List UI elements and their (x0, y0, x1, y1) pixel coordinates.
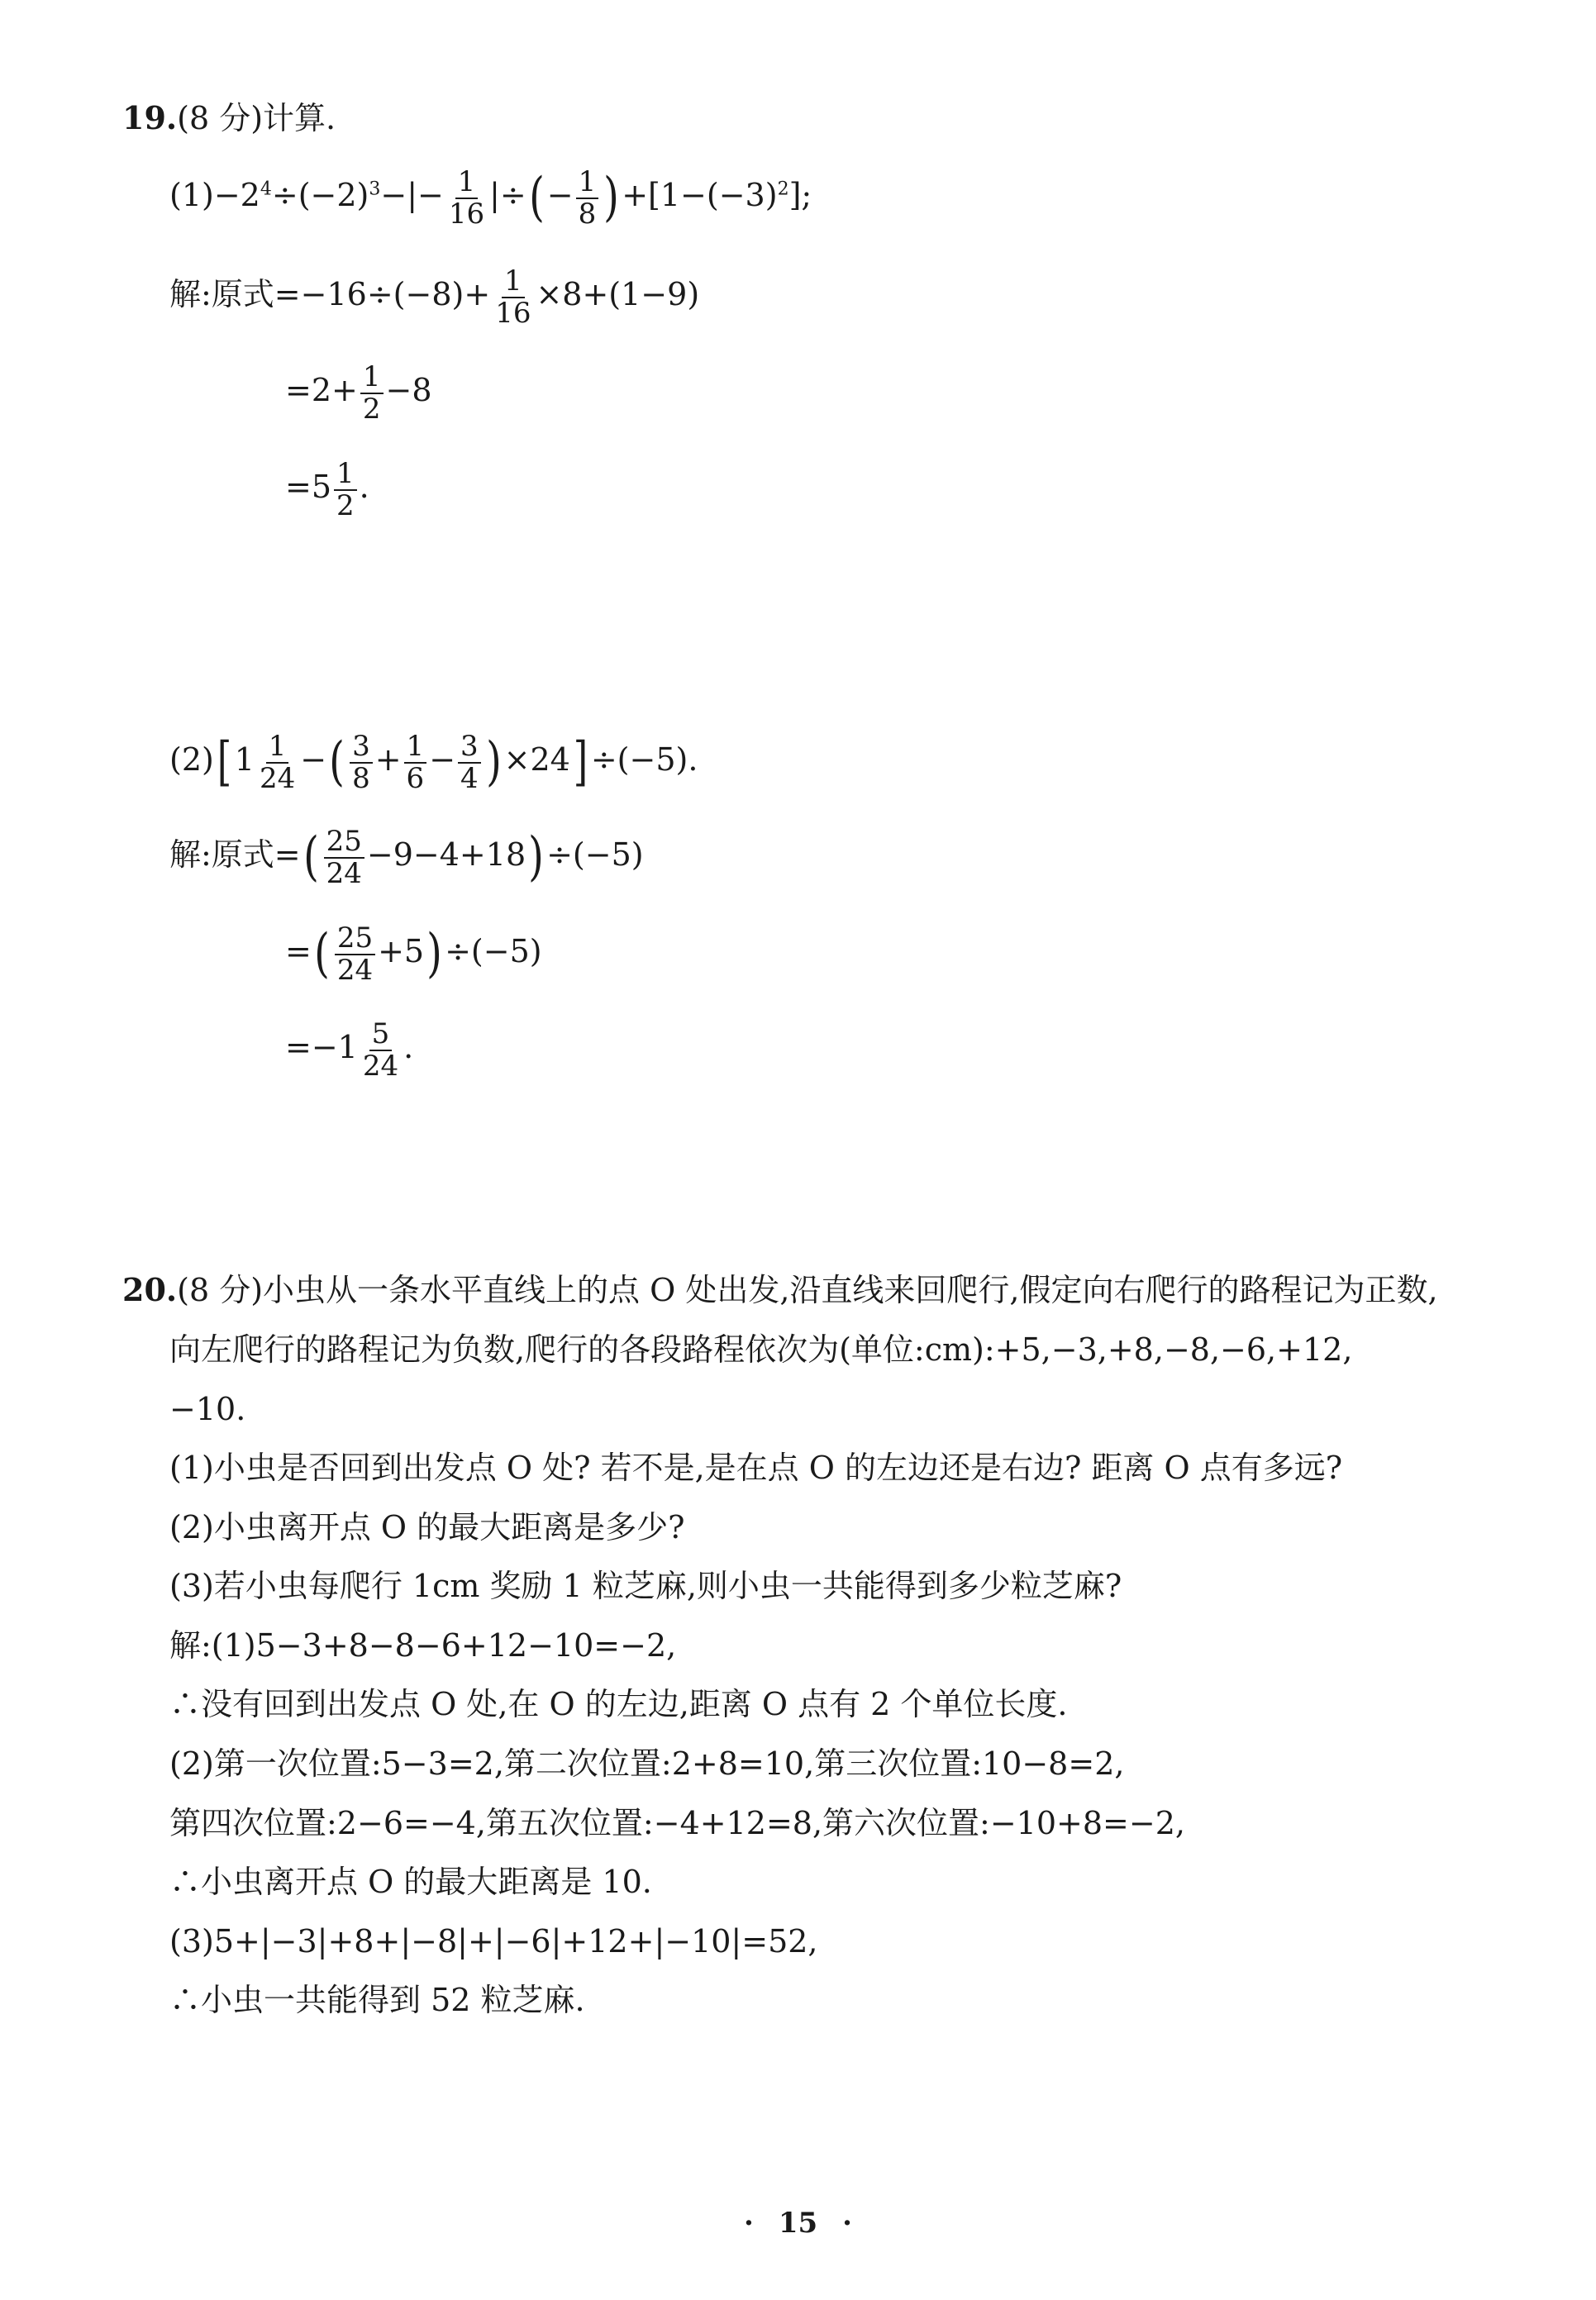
expr-text: ÷(−2) (271, 177, 369, 214)
expr-text: −|− (380, 177, 444, 214)
q20-number: 20. (122, 1271, 178, 1308)
q19-prompt: 计算. (263, 100, 336, 136)
fraction-denominator: 6 (406, 761, 425, 795)
fraction-numerator: 1 (404, 731, 427, 764)
q19-part1-step2 (285, 362, 432, 424)
q20-ans4: 第四次位置:2−6=−4,第五次位置:−4+12=8,第六次位置:−10+8=−2, (169, 1805, 1185, 1841)
q20-sub3: (3)若小虫每爬行 1cm 奖励 1 粒芝麻,则小虫一共能得到多少粒芝麻? (169, 1568, 1122, 1604)
expr-text: ×8+(1−9) (536, 276, 700, 313)
q19-part1-step3 (285, 459, 369, 521)
fraction-denominator: 24 (362, 1049, 399, 1083)
right-paren: ) (603, 167, 620, 229)
q20-sub1: (1)小虫是否回到出发点 O 处? 若不是,是在点 O 的左边还是右边? 距离 O 点有多远? (169, 1450, 1343, 1486)
fraction-denominator: 24 (259, 761, 296, 795)
q20-line2: 向左爬行的路程记为负数,爬行的各段路程依次为(单位:cm):+5,−3,+8,−8,−6,+12, (169, 1331, 1353, 1368)
fraction (493, 266, 533, 328)
part-label: (2) (169, 741, 214, 779)
q19-part1-problem (169, 167, 812, 229)
fraction-numerator: 25 (324, 826, 364, 859)
q19-part1-step1 (169, 266, 699, 328)
q20-ans6: (3)5+|−3|+8+|−8|+|−6|+12+|−10|=52, (169, 1923, 818, 1960)
right-paren: ) (528, 826, 544, 888)
part-label: (1) (169, 177, 214, 214)
q19-part2-step2 (285, 923, 542, 985)
page-number: 15 (778, 2207, 818, 2240)
fraction-numerator: 3 (350, 731, 373, 764)
q19-points: (8 分) (177, 100, 264, 136)
fraction (458, 731, 481, 793)
fraction (360, 362, 384, 424)
fraction-numerator: 1 (455, 167, 479, 199)
fraction (446, 167, 487, 229)
q20-sub2: (2)小虫离开点 O 的最大距离是多少? (169, 1509, 685, 1545)
fraction-numerator: 1 (266, 731, 289, 764)
fraction (350, 731, 373, 793)
expr-text: −9−4+18 (366, 836, 526, 874)
fraction-denominator: 24 (326, 856, 362, 890)
q19-part2-step3 (285, 1019, 413, 1081)
fraction-numerator: 1 (576, 167, 599, 199)
expr-text: =−1 (285, 1029, 358, 1066)
expr-text: ÷(−5). (590, 741, 698, 779)
page-footer (0, 2207, 1596, 2240)
fraction-numerator: 3 (458, 731, 481, 764)
q19-heading (122, 99, 336, 136)
fraction-numerator: 5 (369, 1019, 393, 1051)
expr-text: + (374, 741, 402, 779)
expr-text: =5 (285, 469, 332, 506)
expr-text: =2+ (285, 372, 358, 409)
left-paren: ( (303, 826, 319, 888)
fraction-numerator: 25 (335, 923, 375, 955)
fraction (404, 731, 427, 793)
expr-text: ÷(−5) (546, 836, 644, 874)
fraction-denominator: 24 (336, 953, 374, 987)
expr-text: −2 (213, 177, 260, 214)
footer-dot-right: · (842, 2207, 852, 2240)
right-bracket: ] (573, 731, 588, 793)
q20-ans3: (2)第一次位置:5−3=2,第二次位置:2+8=10,第三次位置:10−8=2, (169, 1745, 1125, 1782)
fraction-denominator: 16 (448, 197, 485, 231)
fraction (257, 731, 298, 793)
q20-ans1: 解:(1)5−3+8−8−6+12−10=−2, (169, 1627, 677, 1664)
expr-text: − (546, 177, 574, 214)
expr-text: . (359, 469, 369, 506)
q19-part2-step1 (169, 826, 644, 888)
q19-part2-problem (169, 731, 698, 793)
right-paren: ) (426, 923, 442, 985)
expr-text: . (403, 1029, 414, 1066)
exponent: 3 (369, 179, 381, 200)
fraction-denominator: 8 (578, 197, 597, 231)
expr-text: ]; (788, 177, 812, 214)
fraction-denominator: 2 (362, 392, 381, 426)
q19-number: 19. (122, 99, 178, 136)
fraction (324, 826, 364, 888)
fraction-denominator: 2 (336, 488, 355, 522)
q20-text: (8 分)小虫从一条水平直线上的点 O 处出发,沿直线来回爬行,假定向右爬行的路程记为正数, (177, 1272, 1438, 1308)
expr-text: |÷ (489, 177, 526, 214)
expr-text: +5 (378, 933, 425, 970)
q20-ans5: ∴小虫离开点 O 的最大距离是 10. (169, 1864, 652, 1900)
fraction-numerator: 1 (502, 266, 525, 298)
fraction-numerator: 1 (334, 459, 357, 491)
expr-text: − (300, 741, 327, 779)
fraction (334, 459, 357, 521)
right-paren: ) (485, 731, 502, 793)
fraction-denominator: 8 (352, 761, 370, 795)
expr-text: +[1−(−3) (622, 177, 778, 214)
fraction (360, 1019, 401, 1081)
expr-text: 解:原式= (169, 836, 301, 874)
fraction (576, 167, 599, 229)
fraction-denominator: 4 (460, 761, 479, 795)
left-paren: ( (313, 923, 330, 985)
expr-text: = (285, 933, 312, 970)
footer-dot-left: · (743, 2207, 754, 2240)
expr-text: ÷(−5) (445, 933, 542, 970)
left-bracket: [ (217, 731, 232, 793)
q20-ans2: ∴没有回到出发点 O 处,在 O 的左边,距离 O 点有 2 个单位长度. (169, 1686, 1068, 1722)
left-paren: ( (329, 731, 345, 793)
q20-line1 (122, 1271, 1438, 1308)
expr-text: ×24 (503, 741, 570, 779)
fraction-numerator: 1 (360, 362, 384, 394)
fraction (335, 923, 375, 985)
expr-text: 解:原式=−16÷(−8)+ (169, 276, 491, 313)
q20-line3: −10. (169, 1391, 246, 1427)
exponent: 2 (777, 179, 789, 200)
exponent: 4 (260, 179, 272, 200)
expr-text: − (429, 741, 456, 779)
expr-text: −8 (385, 372, 432, 409)
expr-text: 1 (234, 741, 255, 779)
left-paren: ( (528, 167, 545, 229)
fraction-denominator: 16 (495, 296, 531, 330)
q20-ans7: ∴小虫一共能得到 52 粒芝麻. (169, 1982, 585, 2018)
